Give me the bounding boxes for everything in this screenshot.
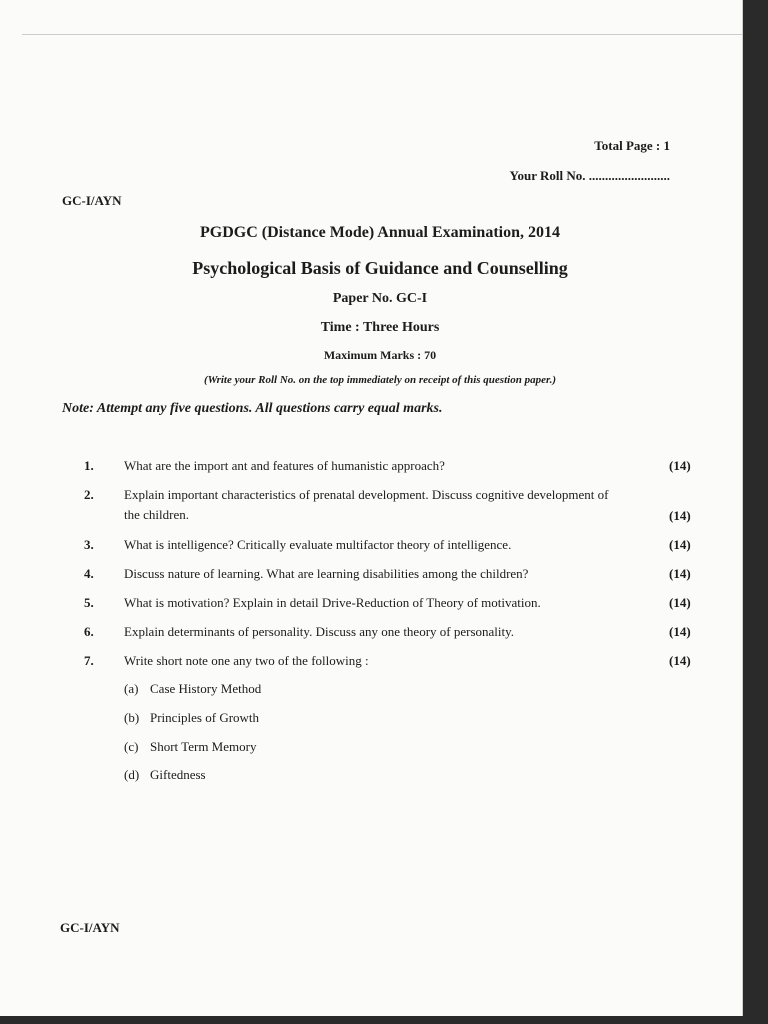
sub-item-label: (a) — [124, 681, 139, 696]
question-marks: (14) — [669, 566, 691, 581]
question-text: What are the import ant and features of humanistic approach? — [124, 458, 445, 473]
subject-title: Psychological Basis of Guidance and Counselling — [192, 258, 568, 278]
sub-item-text: Case History Method — [150, 681, 262, 696]
question-number: 2. — [84, 487, 94, 502]
question-number: 1. — [84, 458, 94, 473]
question-number: 7. — [84, 653, 94, 668]
question-marks: (14) — [669, 653, 691, 668]
question-marks: (14) — [669, 624, 691, 639]
question-text: Explain important characteristics of prenatal development. Discuss cognitive development of — [124, 487, 609, 502]
sub-item-a — [124, 681, 261, 697]
sub-item-text: Principles of Growth — [150, 710, 260, 725]
sub-item-text: Short Term Memory — [150, 739, 257, 754]
question-marks: (14) — [669, 458, 691, 473]
question-number: 3. — [84, 537, 94, 552]
maximum-marks: Maximum Marks : 70 — [323, 348, 437, 362]
paper-code-bottom: GC-I/AYN — [60, 920, 120, 935]
question-marks: (14) — [669, 537, 691, 552]
question-number: 5. — [84, 595, 94, 610]
paper-number: Paper No. GC-I — [332, 291, 428, 306]
question-text: Write short note one any two of the following : — [124, 653, 369, 668]
question-text: Discuss nature of learning. What are learning disabilities among the children? — [124, 566, 529, 581]
question-number: 6. — [84, 624, 94, 639]
paper-code-top: GC-I/AYN — [62, 193, 122, 208]
total-page: Total Page : 1 — [594, 138, 670, 153]
question-text: What is motivation? Explain in detail Drive-Reduction of Theory of motivation. — [124, 595, 541, 610]
sub-item-d — [124, 767, 206, 783]
sub-item-c — [124, 739, 256, 755]
question-marks: (14) — [669, 595, 691, 610]
roll-number-line: Your Roll No. ......................... — [509, 168, 670, 183]
question-text: Explain determinants of personality. Discuss any one theory of personality. — [124, 624, 515, 639]
sub-item-text: Giftedness — [150, 767, 206, 782]
roll-instruction: (Write your Roll No. on the top immediately on receipt of this question paper.) — [203, 374, 557, 386]
question-text-continued: the children. — [124, 507, 189, 522]
sub-item-b — [124, 710, 259, 726]
time-allowed: Time : Three Hours — [320, 320, 440, 335]
exam-title: PGDGC (Distance Mode) Annual Examination, 2014 — [199, 224, 560, 241]
sub-item-label: (b) — [124, 710, 140, 725]
note-line: Note: Attempt any five questions. All questions carry equal marks. — [62, 401, 443, 416]
question-marks: (14) — [669, 508, 691, 523]
sub-item-label: (c) — [124, 739, 139, 754]
question-text: What is intelligence? Critically evaluate multifactor theory of intelligence. — [124, 537, 512, 552]
question-number: 4. — [84, 566, 94, 581]
page-top-edge — [22, 34, 742, 35]
sub-item-label: (d) — [124, 767, 140, 782]
